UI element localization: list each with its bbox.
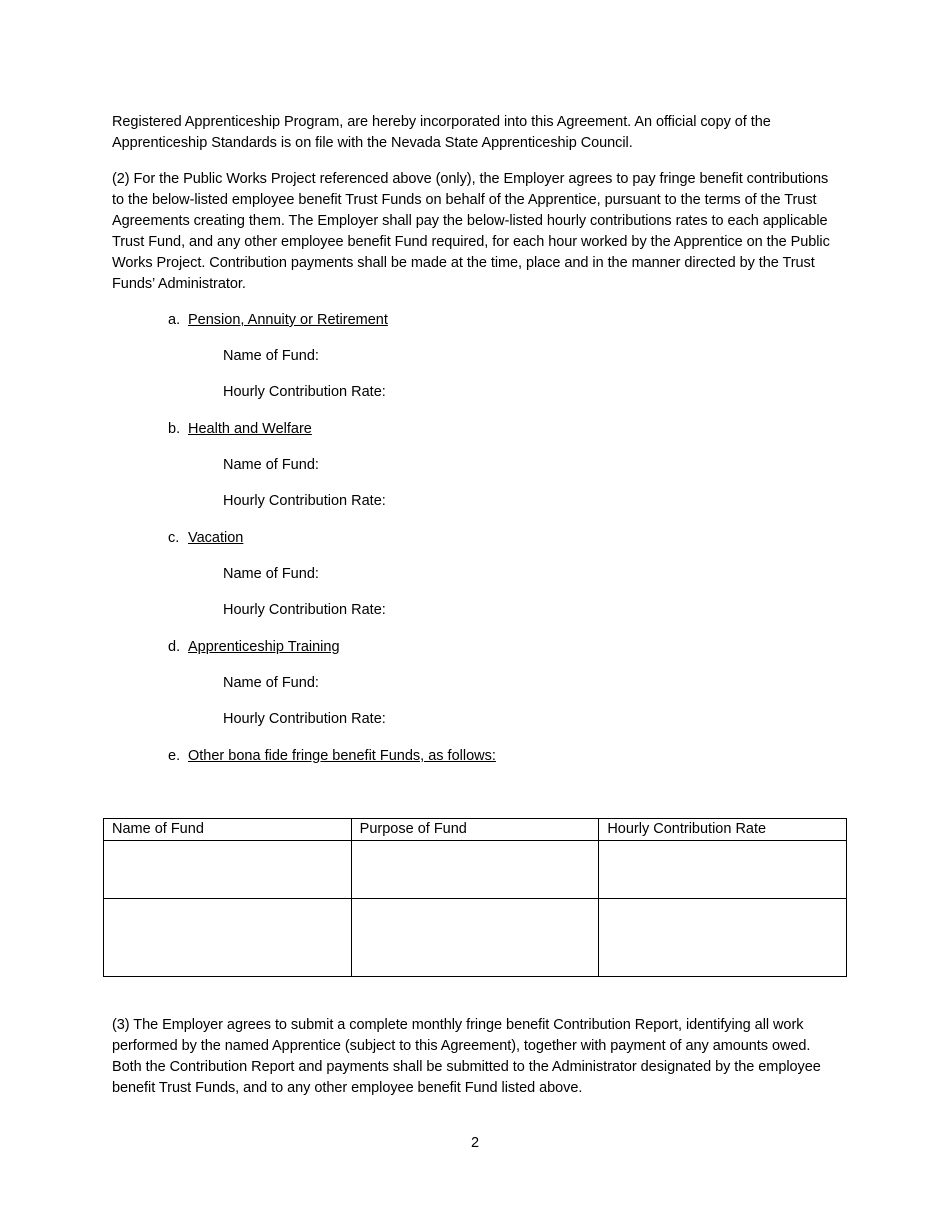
section-b-name-of-fund-label: Name of Fund: xyxy=(223,457,319,473)
table-cell-hourly-rate[interactable] xyxy=(599,899,847,977)
section-e-heading xyxy=(168,746,496,767)
section-d-name-of-fund-label: Name of Fund: xyxy=(223,675,319,691)
section-c-name-of-fund-label: Name of Fund: xyxy=(223,566,319,582)
section-c-letter: c. xyxy=(168,530,180,546)
table-cell-name-of-fund[interactable] xyxy=(104,841,352,899)
section-e-title: Other bona fide fringe benefit Funds, as follows: xyxy=(188,748,496,764)
paragraph-apprenticeship-standards: Registered Apprenticeship Program, are hereby incorporated into this Agreement. An official copy of the Apprenticeship Standards is on file with the Nevada State Apprenticeship Council. xyxy=(112,114,771,151)
column-header-hourly-contribution-rate: Hourly Contribution Rate xyxy=(599,819,847,841)
section-b-title: Health and Welfare xyxy=(188,421,312,437)
section-d-letter: d. xyxy=(168,639,181,655)
section-d-hourly-rate-label: Hourly Contribution Rate: xyxy=(223,711,386,727)
page-number: 2 xyxy=(470,1135,480,1151)
section-c-hourly-rate-label: Hourly Contribution Rate: xyxy=(223,602,386,618)
section-c-heading xyxy=(168,528,243,549)
table-cell-hourly-rate[interactable] xyxy=(599,841,847,899)
table-header-row xyxy=(104,819,847,841)
table-cell-name-of-fund[interactable] xyxy=(104,899,352,977)
section-b-hourly-rate-label: Hourly Contribution Rate: xyxy=(223,493,386,509)
table-cell-purpose-of-fund[interactable] xyxy=(351,841,599,899)
section-a-letter: a. xyxy=(168,312,181,328)
section-d-title: Apprenticeship Training xyxy=(188,639,340,655)
section-a-title: Pension, Annuity or Retirement xyxy=(188,312,388,328)
section-c-title: Vacation xyxy=(188,530,244,546)
section-b-letter: b. xyxy=(168,421,181,437)
table-row xyxy=(104,841,847,899)
column-header-name-of-fund: Name of Fund xyxy=(104,819,352,841)
other-funds-table xyxy=(103,818,847,977)
section-d-heading xyxy=(168,637,340,658)
section-a-hourly-rate-label: Hourly Contribution Rate: xyxy=(223,384,386,400)
section-a-name-of-fund-label: Name of Fund: xyxy=(223,348,319,364)
section-b-heading xyxy=(168,419,312,440)
column-header-purpose-of-fund: Purpose of Fund xyxy=(351,819,599,841)
paragraph-contribution-report: (3) The Employer agrees to submit a complete monthly fringe benefit Contribution Report, identifying all work performed by the named Apprentice (subject to this Agreement), together with payment of any amounts owed. Both the Contribution Report and payments shall be submitted to the Administrator designated by the employee benefit Trust Funds, and to any other employee benefit Fund listed above. xyxy=(112,1017,821,1096)
section-e-letter: e. xyxy=(168,748,181,764)
section-a-heading xyxy=(168,310,388,331)
table-row xyxy=(104,899,847,977)
table-cell-purpose-of-fund[interactable] xyxy=(351,899,599,977)
paragraph-fringe-benefit-contributions: (2) For the Public Works Project referenced above (only), the Employer agrees to pay fringe benefit contributions to the below-listed employee benefit Trust Funds on behalf of the Apprentice, pursuant to the terms of the Trust Agreements creating them. The Employer shall pay the below-listed hourly contributions rates to each applicable Trust Fund, and any other employee benefit Fund required, for each hour worked by the Apprentice on the Public Works Project. Contribution payments shall be made at the time, place and in the manner directed by the Trust Funds’ Administrator. xyxy=(112,171,830,292)
